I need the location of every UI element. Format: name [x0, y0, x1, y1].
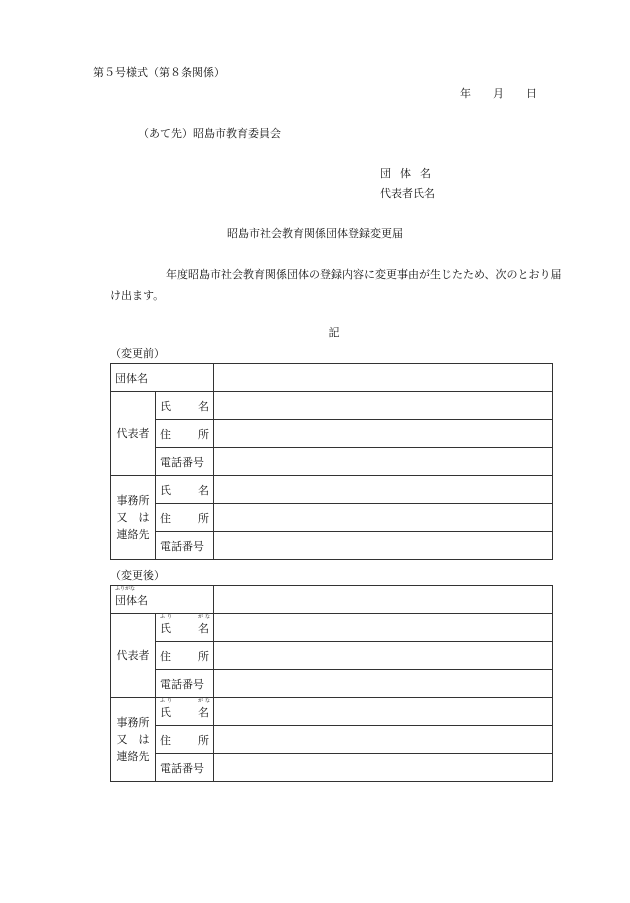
after-change-heading: （変更後） — [110, 569, 165, 582]
org-name-label: 団体名 — [111, 364, 214, 392]
office-name-field[interactable] — [214, 476, 553, 504]
name-label: ふり 氏 がな 名 — [156, 698, 214, 726]
document-title: 昭島市社会教育関係団体登録変更届 — [227, 227, 403, 240]
name-label: 氏 名 — [156, 476, 214, 504]
address-label: 住 所 — [156, 420, 214, 448]
phone-label: 電話番号 — [156, 754, 214, 782]
furigana-label: ふり — [160, 613, 175, 620]
org-name-field[interactable] — [214, 364, 553, 392]
table-row — [111, 420, 553, 448]
office-group-label: 事務所 又 は 連絡先 — [111, 476, 156, 560]
phone-label: 電話番号 — [156, 670, 214, 698]
body-text: 年度昭島市社会教育関係団体の登録内容に変更事由が生じたため、次のとおり届け出ます。 — [110, 268, 562, 302]
table-row — [111, 476, 553, 504]
furigana-label: がな — [198, 613, 213, 620]
table-row — [111, 586, 553, 614]
office-address-field[interactable] — [214, 726, 553, 754]
after-change-table — [110, 585, 553, 782]
address-label: 住 所 — [156, 504, 214, 532]
office-group-label: 事務所 又 は 連絡先 — [111, 698, 156, 782]
representative-phone-field[interactable] — [214, 448, 553, 476]
table-row — [111, 364, 553, 392]
form-number: 第５号様式（第８条関係） — [93, 66, 225, 79]
furigana-label: ふり — [160, 697, 175, 704]
phone-label: 電話番号 — [156, 532, 214, 560]
table-row — [111, 504, 553, 532]
office-address-field[interactable] — [214, 504, 553, 532]
name-label: ふり 氏 がな 名 — [156, 614, 214, 642]
org-name-field[interactable] — [214, 586, 553, 614]
year-label: 年 — [460, 87, 471, 100]
before-change-heading: （変更前） — [110, 347, 165, 360]
table-row — [111, 670, 553, 698]
day-label: 日 — [526, 87, 537, 100]
office-name-field[interactable] — [214, 698, 553, 726]
furigana-label: ふりがな — [115, 585, 136, 592]
representative-group-label: 代表者 — [111, 614, 156, 698]
table-row — [111, 754, 553, 782]
furigana-label: がな — [198, 697, 213, 704]
address-label: 住 所 — [156, 642, 214, 670]
representative-group-label: 代表者 — [111, 392, 156, 476]
table-row — [111, 448, 553, 476]
date-line — [460, 88, 537, 99]
phone-label: 電話番号 — [156, 448, 214, 476]
addressee: （あて先）昭島市教育委員会 — [138, 127, 281, 140]
org-name-label: ふりがな 団体名 — [111, 586, 214, 614]
name-label: 氏 名 — [156, 392, 214, 420]
representative-name-field[interactable] — [214, 614, 553, 642]
office-phone-field[interactable] — [214, 532, 553, 560]
address-label: 住 所 — [156, 726, 214, 754]
ki-heading: 記 — [328, 326, 340, 339]
before-change-table — [110, 363, 553, 560]
office-phone-field[interactable] — [214, 754, 553, 782]
representative-address-field[interactable] — [214, 642, 553, 670]
representative-phone-field[interactable] — [214, 670, 553, 698]
representative-name-label: 代表者氏名 — [380, 187, 435, 200]
table-row — [111, 726, 553, 754]
table-row — [111, 532, 553, 560]
table-row — [111, 642, 553, 670]
table-row — [111, 698, 553, 726]
representative-name-field[interactable] — [214, 392, 553, 420]
table-row — [111, 614, 553, 642]
table-row — [111, 392, 553, 420]
representative-address-field[interactable] — [214, 420, 553, 448]
organization-name-label: 団体名 — [380, 167, 440, 180]
month-label: 月 — [493, 87, 504, 100]
